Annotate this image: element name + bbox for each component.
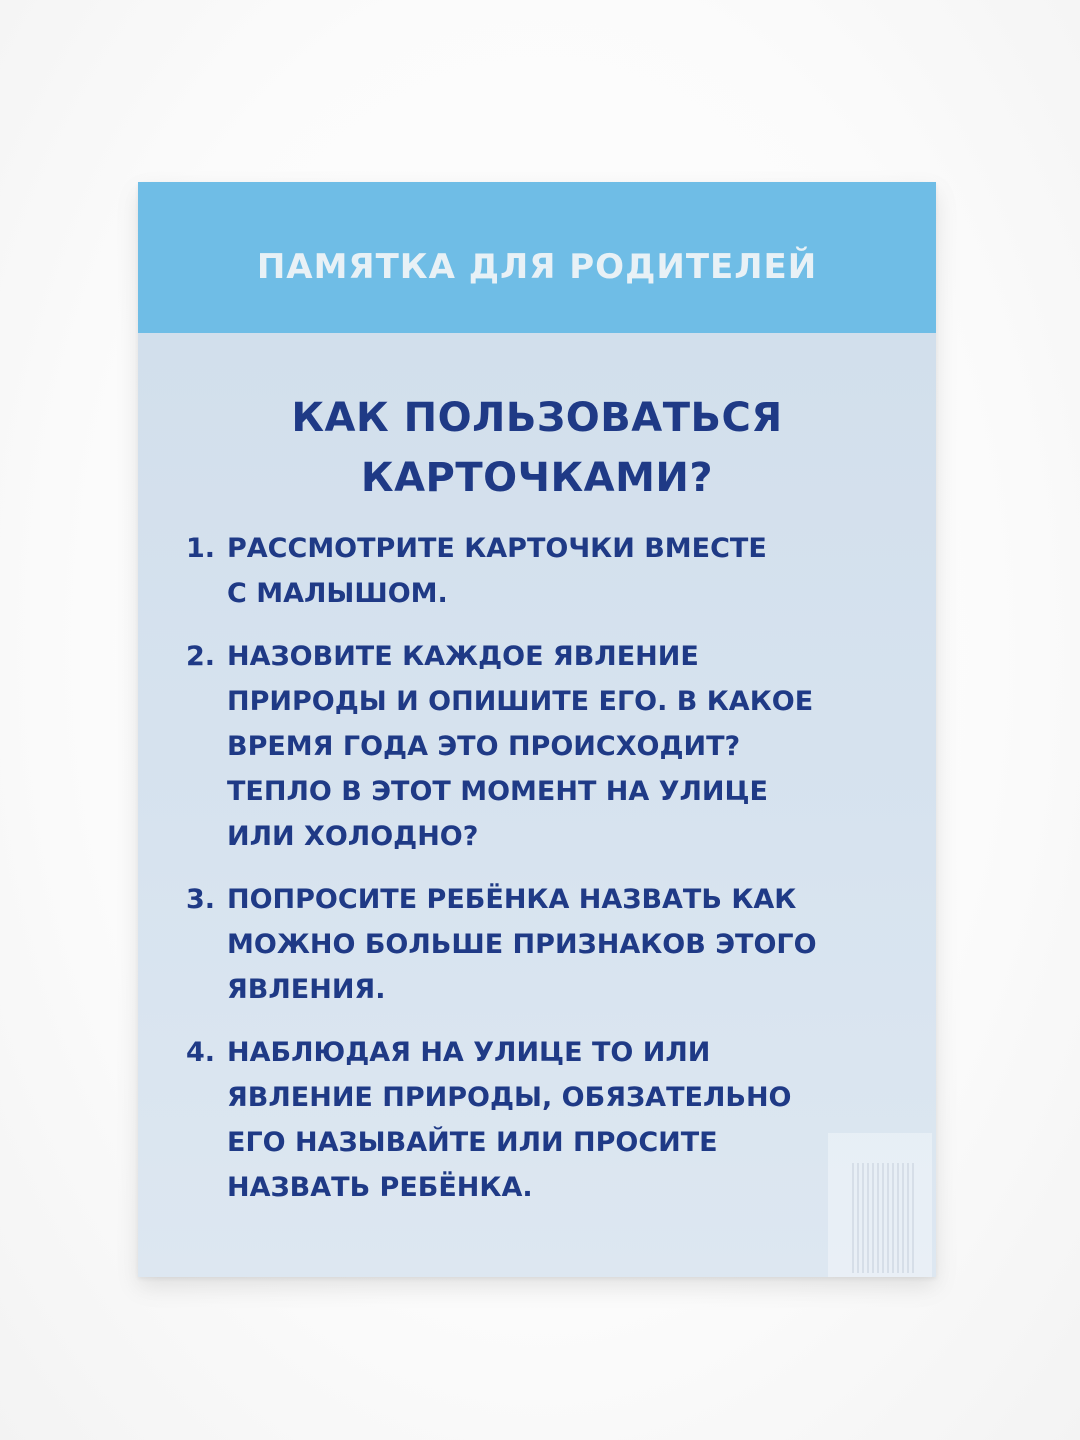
step-line: МОЖНО БОЛЬШЕ ПРИЗНАКОВ ЭТОГО — [227, 929, 817, 960]
step-line: ИЛИ ХОЛОДНО? — [227, 821, 479, 852]
step-number: 1. — [186, 533, 216, 564]
step-line: НАЗОВИТЕ КАЖДОЕ ЯВЛЕНИЕ — [227, 641, 699, 672]
step-line: НАБЛЮДАЯ НА УЛИЦЕ ТО ИЛИ — [227, 1037, 711, 1068]
card-title-line: КАК ПОЛЬЗОВАТЬСЯ — [291, 395, 783, 441]
parent-instruction-card — [138, 182, 936, 1277]
step-line: ЕГО НАЗЫВАЙТЕ ИЛИ ПРОСИТЕ — [227, 1127, 718, 1158]
step-3 — [186, 877, 906, 1012]
step-line: РАССМОТРИТЕ КАРТОЧКИ ВМЕСТЕ — [227, 533, 767, 564]
card-header-title: ПАМЯТКА ДЛЯ РОДИТЕЛЕЙ — [256, 246, 818, 287]
step-line: С МАЛЫШОМ. — [227, 578, 448, 609]
step-number: 2. — [186, 641, 216, 672]
step-line: ТЕПЛО В ЭТОТ МОМЕНТ НА УЛИЦЕ — [227, 776, 768, 807]
step-text — [227, 634, 813, 859]
step-line: ЯВЛЕНИЕ ПРИРОДЫ, ОБЯЗАТЕЛЬНО — [227, 1082, 792, 1113]
step-text — [227, 526, 767, 616]
step-number: 4. — [186, 1037, 216, 1068]
step-line: ЯВЛЕНИЯ. — [227, 974, 386, 1005]
step-text — [227, 877, 817, 1012]
step-2 — [186, 634, 906, 859]
card-title-line: КАРТОЧКАМИ? — [360, 455, 714, 501]
step-line: НАЗВАТЬ РЕБЁНКА. — [227, 1172, 533, 1203]
step-line: ПОПРОСИТЕ РЕБЁНКА НАЗВАТЬ КАК — [227, 884, 797, 915]
step-1 — [186, 526, 906, 616]
card-header — [138, 182, 936, 333]
step-number: 3. — [186, 884, 216, 915]
card-title — [138, 388, 936, 508]
step-line: ПРИРОДЫ И ОПИШИТЕ ЕГО. В КАКОЕ — [227, 686, 814, 717]
step-4 — [186, 1030, 906, 1210]
step-text — [227, 1030, 792, 1210]
step-line: ВРЕМЯ ГОДА ЭТО ПРОИСХОДИТ? — [227, 731, 741, 762]
instruction-steps — [186, 526, 906, 1228]
